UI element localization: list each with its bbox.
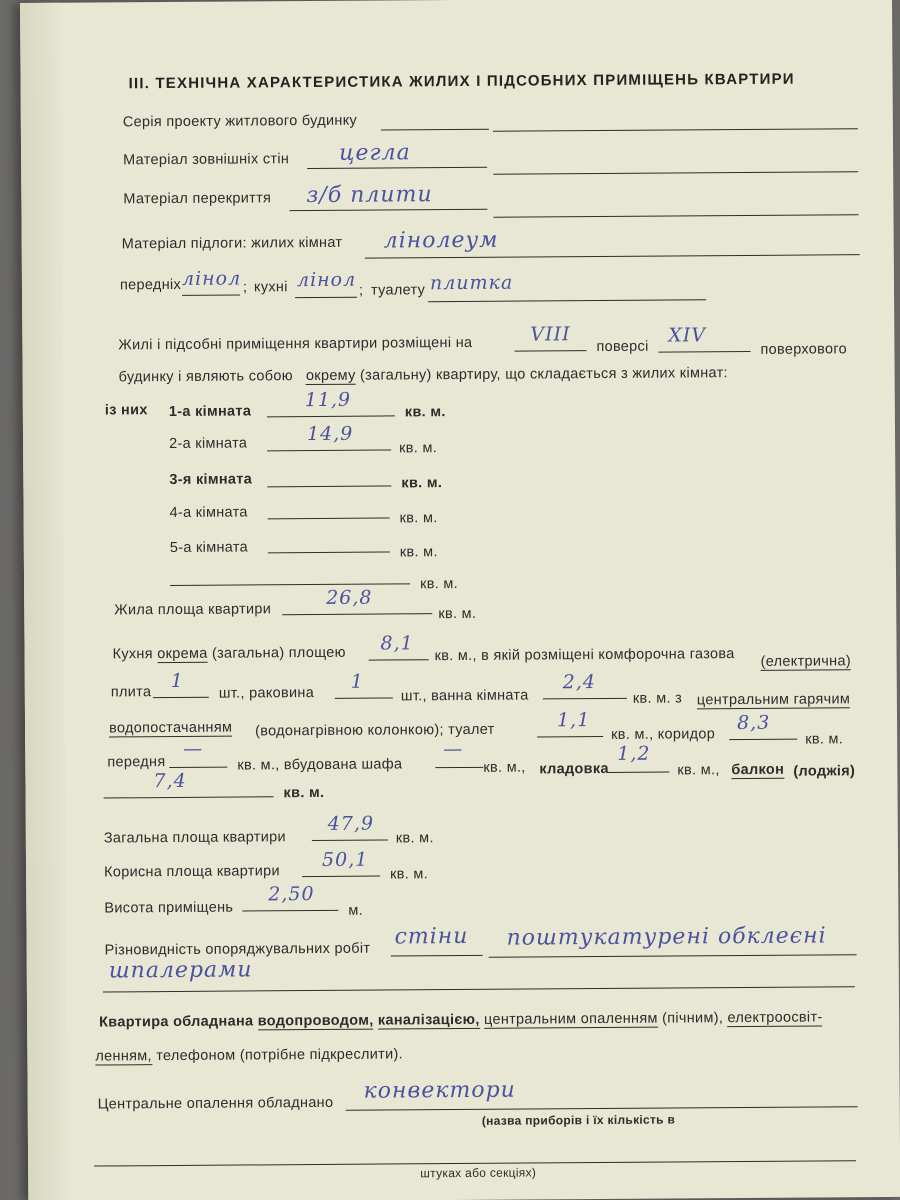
location-text1: Жилі і підсобні приміщення квартири розміщені на [118, 334, 473, 354]
storage-unit: кв. м., [677, 762, 720, 779]
room-4-unit: кв. м. [399, 510, 438, 527]
ceiling-value: з/б плити [306, 182, 433, 209]
balcony-value: 7,4 [153, 769, 187, 793]
balcony-unit: кв. м. [283, 784, 325, 802]
floor-hall-label: передніх [119, 276, 182, 294]
equipment-stove: (пічним), [662, 1010, 724, 1027]
balcony-field[interactable] [103, 779, 273, 798]
room-extra-field[interactable] [170, 566, 410, 586]
floor-sep-1: ; [242, 279, 248, 296]
kitchen-area-value: 8,1 [380, 632, 414, 655]
plate-label: плита [110, 684, 152, 701]
floor-number-value: VIII [530, 323, 571, 346]
equipment-water: водопроводом, [257, 1012, 374, 1030]
corridor-value: 8,3 [736, 711, 771, 735]
useful-area-value: 50,1 [321, 848, 369, 871]
hall-value: — [183, 737, 204, 760]
total-area-value: 47,9 [327, 812, 375, 835]
closet-unit: кв. м., [483, 759, 526, 776]
room-4-field[interactable] [267, 500, 389, 519]
kitchen-type-separate: окрема [157, 645, 208, 663]
location-text4 [119, 365, 728, 385]
room-2-unit: кв. м. [399, 440, 438, 457]
page-binding-edge [20, 3, 68, 1200]
floor-kitchen-value: лінол [296, 268, 357, 292]
form-page [20, 0, 900, 1200]
floors-total-value: XIV [668, 324, 707, 347]
series-field-ext[interactable] [493, 111, 858, 132]
floor-sep-2: ; [358, 282, 364, 299]
location-text3: поверхового [760, 341, 848, 358]
plate-unit: шт., раковина [218, 685, 315, 702]
room-1-label: 1-а кімната [168, 403, 252, 421]
floor-kitchen-label: кухні [253, 279, 288, 296]
room-5-field[interactable] [268, 534, 390, 553]
kitchen-electric: (електрична) [760, 653, 851, 670]
central-heating-field-2[interactable] [94, 1143, 856, 1166]
toilet-area-value: 1,1 [556, 709, 591, 732]
room-3-unit: кв. м. [401, 475, 443, 492]
walls-field-ext[interactable] [493, 154, 858, 175]
location-text2: поверсі [596, 338, 649, 356]
water-supply-option: водопостачанням [109, 719, 233, 737]
room-5-label: 5-а кімната [169, 539, 248, 557]
hall-unit: кв. м., вбудована шафа [237, 756, 403, 774]
kitchen-line [113, 645, 346, 663]
finishing-value-2: шпалерами [108, 957, 253, 984]
floor-living-value: лінолеум [383, 227, 499, 254]
room-2-label: 2-а кімната [169, 435, 248, 453]
useful-area-unit: кв. м. [390, 866, 429, 883]
bath-unit: кв. м. з [632, 690, 683, 707]
walls-label: Матеріал зовнішніх стін [123, 151, 290, 169]
equipment-electric2: ленням, [95, 1048, 152, 1065]
floor-toilet-value: плитка [429, 271, 514, 295]
series-field[interactable] [381, 112, 489, 131]
heater-text: (водонагрівною колонкою); туалет [255, 721, 495, 740]
height-unit: м. [348, 902, 364, 919]
equipment-line-2 [95, 1046, 403, 1064]
floor-toilet-label: туалету [370, 282, 426, 299]
hall-label: передня [107, 754, 166, 771]
central-heating-note-2: штуках або секціях) [420, 1165, 537, 1181]
equipment-sewer: каналізацією, [377, 1011, 480, 1029]
useful-area-label: Корисна площа квартири [104, 863, 280, 881]
floor-hall-value: лінол [181, 267, 242, 290]
ceiling-field-ext[interactable] [493, 197, 858, 218]
balcony-option: балкон [731, 761, 785, 779]
location-text4-rest: (загальну) квартиру, що складається з жилих кімнат: [359, 365, 728, 384]
room-5-unit: кв. м. [399, 544, 438, 561]
room-3-field[interactable] [267, 468, 391, 487]
floor-label: Матеріал підлоги: жилих кімнат [121, 234, 343, 253]
section-title: III. ТЕХНІЧНА ХАРАКТЕРИСТИКА ЖИЛИХ І ПІДСОБНИХ ПРИМІЩЕНЬ КВАРТИРИ [128, 70, 795, 93]
hot-water-option: центральним гарячим [696, 691, 851, 709]
living-area-label: Жила площа квартири [114, 601, 272, 619]
central-heating-label: Центральне опалення обладнано [97, 1094, 334, 1113]
room-1-value: 11,9 [304, 388, 352, 412]
storage-value: 1,2 [617, 742, 651, 765]
apartment-type-separate: окрему [305, 367, 356, 385]
finishing-value-1b: поштукатурені обклеєні [506, 923, 827, 951]
total-area-label: Загальна площа квартири [103, 829, 286, 847]
sink-value: 1 [350, 670, 364, 693]
rooms-prefix: із них [104, 402, 148, 419]
central-heating-value: конвектори [363, 1077, 516, 1104]
kitchen-text2: кв. м., в якій розміщені комфорочна газова [434, 646, 735, 665]
equipment-electric: електроосвіт- [727, 1009, 823, 1027]
kitchen-label: Кухня [112, 646, 153, 663]
series-label: Серія проекту житлового будинку [122, 112, 358, 131]
total-area-unit: кв. м. [395, 830, 434, 847]
equipment-rest: телефоном (потрібне підкреслити). [156, 1046, 403, 1065]
plate-value: 1 [170, 669, 184, 693]
room-3-label: 3-я кімната [169, 471, 253, 489]
living-area-value: 26,8 [326, 586, 373, 609]
central-heating-note-1: (назва приборів і їх кількість в [481, 1112, 676, 1128]
equipment-text1: Квартира обладнана [99, 1013, 254, 1031]
toilet-unit: кв. м., коридор [611, 726, 716, 743]
living-area-unit: кв. м. [438, 605, 477, 623]
storage-label: кладовка [539, 760, 609, 778]
closet-value: — [443, 737, 464, 761]
location-text4-main: будинку і являють собою [118, 368, 293, 386]
equipment-heating: центральним опаленням [483, 1010, 658, 1028]
loggia-option: (лоджія) [793, 763, 856, 780]
equipment-line-1 [99, 1009, 822, 1030]
room-1-unit: кв. м. [404, 404, 446, 421]
corridor-unit: кв. м. [805, 731, 844, 748]
room-extra-unit: кв. м. [420, 576, 459, 593]
kitchen-rest: (загальна) площею [211, 644, 346, 662]
height-label: Висота приміщень [104, 899, 234, 917]
room-4-label: 4-а кімната [169, 504, 248, 522]
walls-value: цегла [338, 140, 411, 166]
bath-value: 2,4 [562, 671, 597, 694]
height-value: 2,50 [268, 883, 315, 906]
finishing-value-1a: стіни [394, 923, 469, 950]
finishing-label: Різновидність опоряджувальних робіт [104, 940, 371, 959]
ceiling-label: Матеріал перекриття [123, 190, 272, 208]
room-2-value: 14,9 [306, 422, 354, 446]
sink-unit: шт., ванна кімната [400, 687, 529, 705]
